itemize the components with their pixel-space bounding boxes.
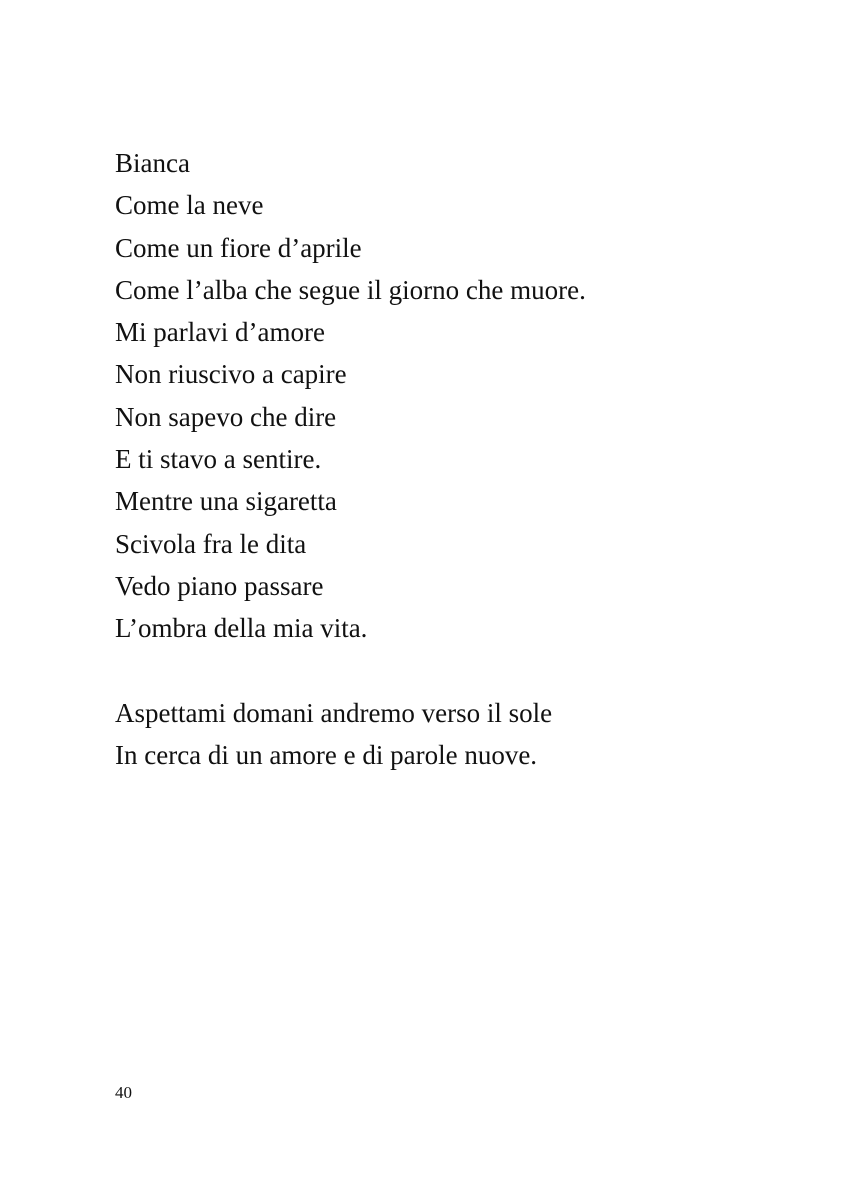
poem-line: Scivola fra le dita: [115, 528, 307, 559]
poem-line: Bianca: [115, 148, 190, 178]
poem-line: Come un fiore d’aprile: [115, 232, 362, 263]
poem-line: Aspettami domani andremo verso il sole: [115, 697, 553, 728]
stanza-2: [115, 692, 815, 777]
poem-line: Come l’alba che segue il giorno che muore.: [115, 274, 586, 305]
poem-line: Mentre una sigaretta: [115, 486, 337, 517]
poem-line: Non riuscivo a capire: [115, 359, 347, 390]
poem: [115, 142, 815, 776]
poem-line: In cerca di un amore e di parole nuove.: [115, 739, 538, 770]
poem-line: Come la neve: [115, 190, 264, 221]
poem-line: Non sapevo che dire: [115, 401, 337, 432]
page-number: 40: [115, 1083, 132, 1102]
poem-line: E ti stavo a sentire.: [115, 444, 322, 475]
poem-line: L’ombra della mia vita.: [115, 613, 368, 644]
poem-line: Vedo piano passare: [115, 570, 324, 601]
poem-line: Mi parlavi d’amore: [115, 317, 325, 348]
stanza-1: [115, 142, 815, 650]
